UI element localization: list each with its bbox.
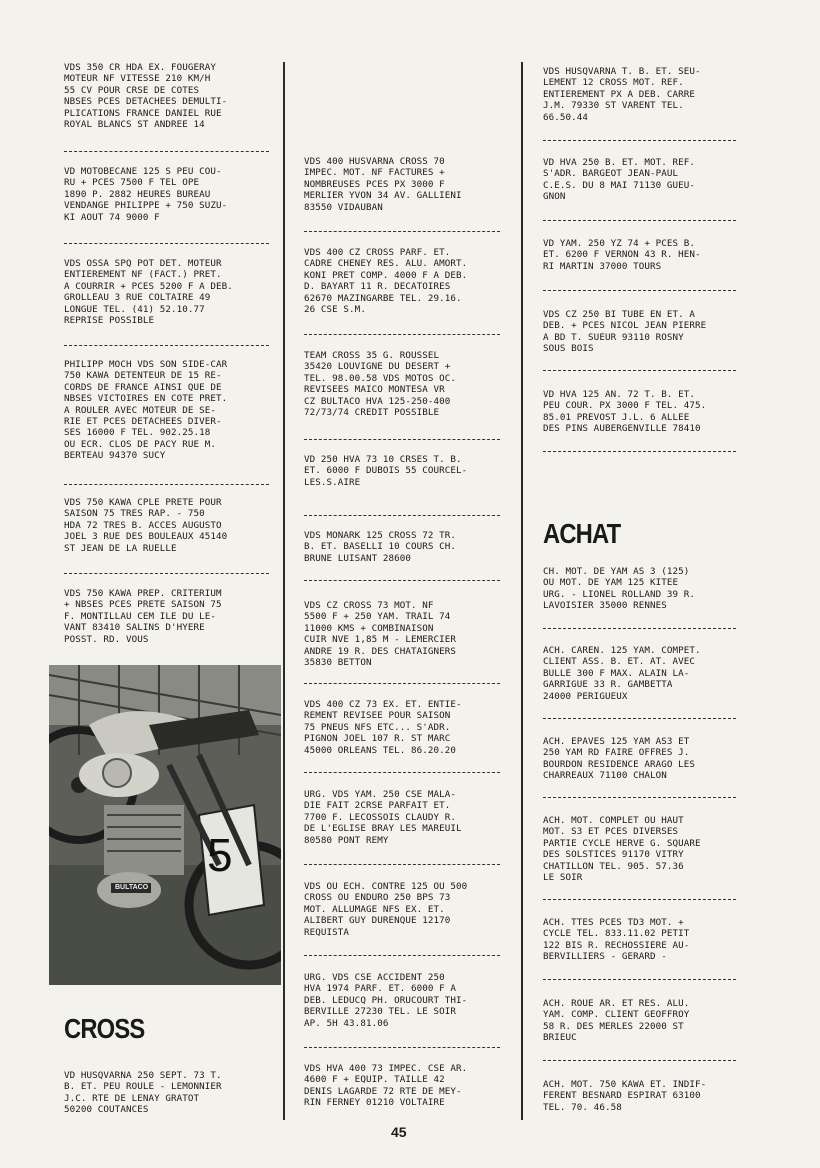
tank-logo: BULTACO: [115, 884, 149, 891]
motocross-photo: [49, 665, 281, 985]
classified-ad: VDS HVA 400 73 IMPEC. CSE AR. 4600 F + EQUIP. TAILLE 42 DENIS LAGARDE 72 RTE DE MEY- RIN FERNEY 01210 VOLTAIRE: [304, 1063, 468, 1109]
classified-ad: PHILIPP MOCH VDS SON SIDE-CAR 750 KAWA DETENTEUR DE 15 RE- CORDS DE FRANCE AINSI QUE DE NBSES VICTOIRES EN COTE PRET. A ROULER AVEC MOTEUR DE SE- RIE ET PCES DETACHEES DIVER- SES 16000 F TEL. 902.25.18 OU ECR. CLOS DE PACY RUE M. BERTEAU 94370 SUCY: [64, 359, 228, 462]
ad-separator: [64, 345, 269, 346]
classified-ad: ACH. TTES PCES TD3 MOT. + CYCLE TEL. 833.11.02 PETIT 122 BIS R. RECHOSSIERE AU- BERVILLIERS - GERARD -: [543, 917, 690, 963]
ad-separator: [543, 797, 736, 798]
classified-ad: VDS CZ 250 BI TUBE EN ET. A DEB. + PCES NICOL JEAN PIERRE A BD T. SUEUR 93110 ROSNY SOUS BOIS: [543, 309, 707, 355]
classified-ad: ACH. CAREN. 125 YAM. COMPET. CLIENT ASS. B. ET. AT. AVEC BULLE 300 F MAX. ALAIN LA- GARRIGUE 33 R. GAMBETTA 24000 PERIGUEUX: [543, 645, 701, 702]
ad-separator: [304, 515, 500, 516]
ad-separator: [543, 451, 736, 452]
ad-separator: [304, 772, 500, 773]
column-rule: [521, 62, 523, 1120]
section-heading-cross: CROSS: [64, 1013, 145, 1044]
classified-ad: VDS MONARK 125 CROSS 72 TR. B. ET. BASELLI 10 COURS CH. BRUNE LUISANT 28600: [304, 530, 457, 564]
classified-ad: VDS OSSA SPQ POT DET. MOTEUR ENTIEREMENT NF (FACT.) PRET. A COURRIR + PCES 5200 F A DEB. GROLLEAU 3 RUE COLTAIRE 49 LONGUE TEL. (41) 52.10.77 REPRISE POSSIBLE: [64, 258, 233, 327]
ad-separator: [543, 628, 736, 629]
ad-separator: [543, 370, 736, 371]
ad-separator: [64, 151, 269, 152]
ad-separator: [304, 683, 500, 684]
classified-ad: TEAM CROSS 35 G. ROUSSEL 35420 LOUVIGNE DU DESERT + TEL. 98.00.58 VDS MOTOS OC. REVISEES MAICO MONTESA VR CZ BULTACO HVA 125-250-400 72/73/74 CREDIT POSSIBLE: [304, 350, 457, 419]
ad-separator: [304, 334, 500, 335]
bike-number-label: 5: [207, 829, 233, 881]
classified-ad: ACH. MOT. 750 KAWA ET. INDIF- FERENT BESNARD ESPIRAT 63100 TEL. 70. 46.58: [543, 1079, 707, 1113]
classified-ad: VDS 400 HUSVARNA CROSS 70 IMPEC. MOT. NF FACTURES + NOMBREUSES PCES PX 3000 F MERLIER YVON 34 AV. GALLIENI 83550 VIDAUBAN: [304, 156, 462, 213]
classified-ad: VDS 750 KAWA PREP. CRITERIUM + NBSES PCES PRETE SAISON 75 F. MONTILLAU CEM ILE DU LE- VANT 83410 SALINS D'HYERE POSST. RD. VOUS: [64, 588, 222, 645]
ad-separator: [64, 243, 269, 244]
classified-ad: VDS CZ CROSS 73 MOT. NF 5500 F + 250 YAM. TRAIL 74 11000 KMS + COMBINAISON CUIR NVE 1,85 M - LEMERCIER ANDRE 19 R. DES CHATAIGNERS 35830 BETTON: [304, 600, 457, 669]
page-number: 45: [391, 1124, 407, 1140]
ad-separator: [543, 140, 736, 141]
classified-ad: URG. VDS CSE ACCIDENT 250 HVA 1974 PARF. ET. 6000 F A DEB. LEDUCQ PH. ORUCOURT THI- BERVILLE 27230 TEL. LE SOIR AP. 5H 43.81.06: [304, 972, 468, 1029]
classified-ad: VD HVA 250 B. ET. MOT. REF. S'ADR. BARGEOT JEAN-PAUL C.E.S. DU 8 MAI 71130 GUEU- GNON: [543, 157, 696, 203]
classified-ad: VDS 350 CR HDA EX. FOUGERAY MOTEUR NF VITESSE 210 KM/H 55 CV POUR CRSE DE COTES NBSES PCES DETACHEES DEMULTI- PLICATIONS FRANCE DANIEL RUE ROYAL BLANCS ST ANDREE 14: [64, 62, 228, 131]
classified-ad: VD MOTOBECANE 125 S PEU COU- RU + PCES 7500 F TEL OPE 1890 P. 2882 HEURES BUREAU VENDANGE PHILIPPE + 750 SUZU- KI AOUT 74 9000 F: [64, 166, 228, 223]
classified-ad: VDS HUSQVARNA T. B. ET. SEU- LEMENT 12 CROSS MOT. REF. ENTIEREMENT PX A DEB. CARRE J.M. 79330 ST VARENT TEL. 66.50.44: [543, 66, 701, 123]
column-rule: [283, 62, 285, 1120]
classified-ad: ACH. MOT. COMPLET OU HAUT MOT. S3 ET PCES DIVERSES PARTIE CYCLE HERVE G. SQUARE DES SOLSTICES 91170 VITRY CHATILLON TEL. 905. 57.36 LE SOIR: [543, 815, 701, 884]
ad-separator: [64, 484, 269, 485]
ad-separator: [304, 1047, 500, 1048]
ad-separator: [543, 290, 736, 291]
classified-ad: VDS 400 CZ CROSS PARF. ET. CADRE CHENEY RES. ALU. AMORT. KONI PRET COMP. 4000 F A DEB. D. BAYART 11 R. DECATOIRES 62670 MAZINGARBE TEL. 29.16. 26 CSE S.M.: [304, 247, 468, 316]
ad-separator: [304, 580, 500, 581]
ad-separator: [304, 955, 500, 956]
classified-ad: ACH. EPAVES 125 YAM AS3 ET 250 YAM RD FAIRE OFFRES J. BOURDON RESIDENCE ARAGO LES CHARREAUX 71100 CHALON: [543, 736, 696, 782]
ad-separator: [543, 899, 736, 900]
ad-separator: [304, 439, 500, 440]
ad-separator: [304, 231, 500, 232]
ad-separator: [304, 864, 500, 865]
ad-separator: [64, 573, 269, 574]
classified-ad: VD 250 HVA 73 10 CRSES T. B. ET. 6000 F DUBOIS 55 COURCEL- LES.S.AIRE: [304, 454, 468, 488]
ad-separator: [543, 1060, 736, 1061]
classified-ad: VDS OU ECH. CONTRE 125 OU 500 CROSS OU ENDURO 250 BPS 73 MOT. ALLUMAGE NFS EX. ET. ALIBERT GUY DURENQUE 12170 REQUISTA: [304, 881, 468, 938]
ad-separator: [543, 979, 736, 980]
section-heading-achat: ACHAT: [543, 518, 621, 549]
classified-ad: VD YAM. 250 YZ 74 + PCES B. ET. 6200 F VERNON 43 R. HEN- RI MARTIN 37000 TOURS: [543, 238, 701, 272]
classified-ad: VDS 750 KAWA CPLE PRETE POUR SAISON 75 TRES RAP. - 750 HDA 72 TRES B. ACCES AUGUSTO JOEL 3 RUE DES BOULEAUX 45140 ST JEAN DE LA RUELLE: [64, 497, 228, 554]
classified-ad: VD HUSQVARNA 250 SEPT. 73 T. B. ET. PEU ROULE - LEMONNIER J.C. RTE DE LENAY GRATOT 50200 COUTANCES: [64, 1070, 222, 1116]
classified-ad: ACH. ROUE AR. ET RES. ALU. YAM. COMP. CLIENT GEOFFROY 58 R. DES MERLES 22000 ST BRIEUC: [543, 998, 690, 1044]
ad-separator: [543, 718, 736, 719]
classified-ad: VDS 400 CZ 73 EX. ET. ENTIE- REMENT REVISEE POUR SAISON 75 PNEUS NFS ETC... S'ADR. PIGNON JOEL 107 R. ST MARC 45000 ORLEANS TEL. 86.20.20: [304, 699, 462, 756]
motocross-bike-image: [49, 665, 281, 985]
classified-ad: URG. VDS YAM. 250 CSE MALA- DIE FAIT 2CRSE PARFAIT ET. 7700 F. LECOSSOIS CLAUDY R. DE L'EGLISE BRAY LES MAREUIL 80580 PONT REMY: [304, 789, 462, 846]
classified-ad: CH. MOT. DE YAM AS 3 (125) OU MOT. DE YAM 125 KITEE URG. - LIONEL ROLLAND 39 R. LAVOISIER 35000 RENNES: [543, 566, 696, 612]
ad-separator: [543, 220, 736, 221]
classified-ad: VD HVA 125 AN. 72 T. B. ET. PEU COUR. PX 3000 F TEL. 475. 85.01 PREVOST J.L. 6 ALLEE DES PINS AUBERGENVILLE 78410: [543, 389, 707, 435]
